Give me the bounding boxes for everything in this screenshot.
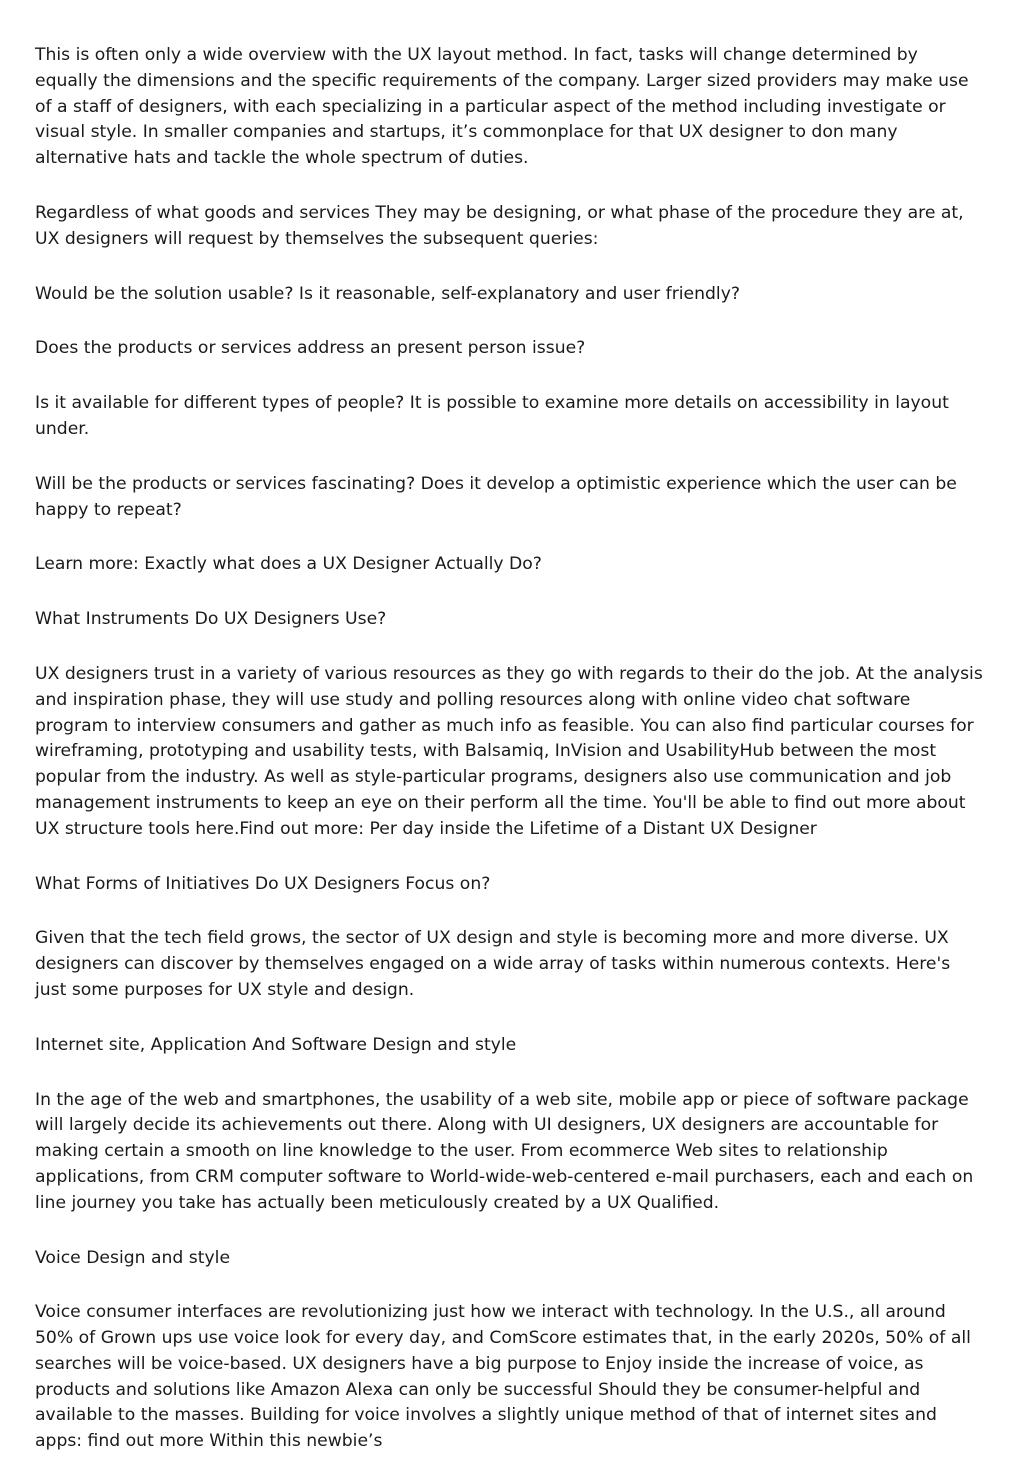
paragraph-question-usable: Would be the solution usable? Is it reasonable, self-explanatory and user friendly? — [35, 283, 741, 304]
paragraph-initiatives: Given that the tech field grows, the sector of UX design and style is becoming more and more diverse. UX designers can discover by themselves engaged on a wide array of tasks within numerous contexts. Here's just some purposes for UX style and design. — [35, 928, 951, 1000]
heading-instruments: What Instruments Do UX Designers Use? — [35, 609, 387, 630]
paragraph-queries-intro: Regardless of what goods and services They may be designing, or what phase of the procedure they are at, UX designers will request by themselves the subsequent queries: — [35, 202, 964, 249]
heading-voice-design: Voice Design and style — [35, 1247, 231, 1268]
heading-initiatives: What Forms of Initiatives Do UX Designers Focus on? — [35, 873, 491, 894]
paragraph-learn-more: Learn more: Exactly what does a UX Designer Actually Do? — [35, 554, 542, 575]
paragraph-instruments: UX designers trust in a variety of various resources as they go with regards to their do the job. At the analysis and inspiration phase, they will use study and polling resources along with online video chat software program to interview consumers and gather as much info as feasible. You can also find particular courses for wireframing, prototyping and usability tests, with Balsamiq, InVision and UsabilityHub between the most popular from the industry. As well as style-particular programs, designers also use communication and job management instruments to keep an eye on their perform all the time. You'll be able to find out more about UX structure tools here.Find out more: Per day inside the Lifetime of a Distant UX Designer — [35, 663, 983, 839]
document-body — [35, 43, 985, 1484]
paragraph-web-app-design: In the age of the web and smartphones, the usability of a web site, mobile app or piece of software package will largely decide its achievements out there. Along with UI designers, UX designers are accountable for making certain a smooth on line knowledge to the user. From ecommerce Web sites to relationship applications, from CRM computer software to World-wide-web-centered e-mail purchasers, each and each on line journey you take has actually been meticulously created by a UX Qualified. — [35, 1089, 974, 1213]
paragraph-question-fascinating: Will be the products or services fascinating? Does it develop a optimistic experience which the user can be happy to repeat? — [35, 473, 957, 520]
paragraph-overview: This is often only a wide overview with the UX layout method. In fact, tasks will change determined by equally the dimensions and the specific requirements of the company. Larger sized providers may make use of a staff of designers, with each specializing in a particular aspect of the method including investigate or visual style. In smaller companies and startups, it’s commonplace for that UX designer to don many alternative hats and tackle the whole spectrum of duties. — [35, 45, 969, 169]
paragraph-question-accessible: Is it available for different types of people? It is possible to examine more details on accessibility in layout under. — [35, 393, 949, 439]
heading-web-app-design: Internet site, Application And Software Design and style — [35, 1034, 517, 1055]
paragraph-voice-design: Voice consumer interfaces are revolutionizing just how we interact with technology. In the U.S., all around 50% of Grown ups use voice look for every day, and ComScore estimates that, in the early 2020s, 50% of all searches will be voice-based. UX designers have a big purpose to Enjoy inside the increase of voice, as products and solutions like Amazon Alexa can only be successful Should they be consumer-helpful and available to the masses. Building for voice involves a slightly unique method of that of internet sites and apps: find out more Within this newbie’s — [35, 1302, 971, 1452]
paragraph-question-issue: Does the products or services address an present person issue? — [35, 338, 586, 359]
